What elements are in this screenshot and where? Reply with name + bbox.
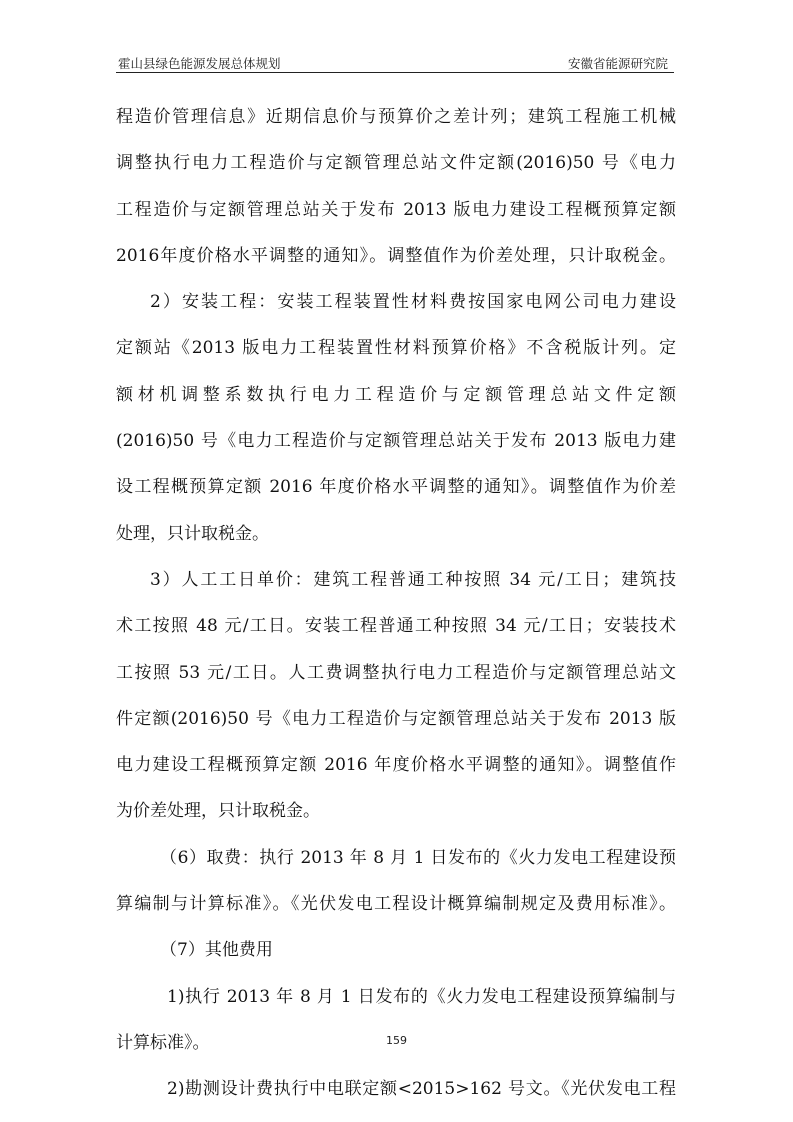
text-line: 1)执行 2013 年 8 月 1 日发布的《火力发电工程建设预算编制与 [167, 986, 676, 1007]
header-document-title: 霍山县绿色能源发展总体规划 [118, 56, 281, 71]
text-line: 工程造价与定额管理总站关于发布 2013 版电力建设工程概预算定额 [116, 199, 676, 220]
page-number: 159 [386, 1034, 407, 1047]
text-line: 术工按照 48 元/工日。安装工程普通工种按照 34 元/工日；安装技术 [116, 616, 676, 637]
header-organization: 安徽省能源研究院 [567, 56, 668, 71]
text-line: 额材机调整系数执行电力工程造价与定额管理总站文件定额 [116, 384, 676, 405]
text-line: 2016年度价格水平调整的通知》。调整值作为价差处理，只计取税金。 [116, 245, 676, 266]
text-line: 处理，只计取税金。 [116, 523, 269, 544]
text-line: 定额站《2013 版电力工程装置性材料预算价格》不含税版计列。定 [116, 338, 676, 359]
text-line: 件定额(2016)50 号《电力工程造价与定额管理总站关于发布 2013 版 [116, 708, 676, 729]
text-line: 设工程概预算定额 2016 年度价格水平调整的通知》。调整值作为价差 [116, 477, 676, 498]
text-line: 3）人工工日单价：建筑工程普通工种按照 34 元/工日；建筑技 [150, 569, 676, 590]
text-line: (2016)50 号《电力工程造价与定额管理总站关于发布 2013 版电力建 [116, 431, 676, 452]
text-line: 2)勘测设计费执行中电联定额<2015>162 号文。《光伏发电工程 [167, 1079, 676, 1100]
text-line: 调整执行电力工程造价与定额管理总站文件定额(2016)50 号《电力 [116, 153, 676, 174]
text-line: 为价差处理，只计取税金。 [116, 801, 320, 822]
text-line: （7）其他费用 [160, 940, 273, 961]
body-text [116, 98, 676, 1117]
text-line: 工按照 53 元/工日。人工费调整执行电力工程造价与定额管理总站文 [116, 662, 676, 683]
text-line: 算编制与计算标准》。《光伏发电工程设计概算编制规定及费用标准》。 [116, 894, 676, 915]
text-line: 电力建设工程概预算定额 2016 年度价格水平调整的通知》。调整值作 [116, 755, 676, 776]
text-line: 2）安装工程：安装工程装置性材料费按国家电网公司电力建设 [150, 292, 676, 313]
text-line: 计算标准》。 [116, 1032, 210, 1053]
text-line: 程造价管理信息》近期信息价与预算价之差计列；建筑工程施工机械 [116, 107, 676, 127]
page-header [116, 52, 674, 73]
text-line: （6）取费：执行 2013 年 8 月 1 日发布的《火力发电工程建设预 [160, 847, 676, 868]
